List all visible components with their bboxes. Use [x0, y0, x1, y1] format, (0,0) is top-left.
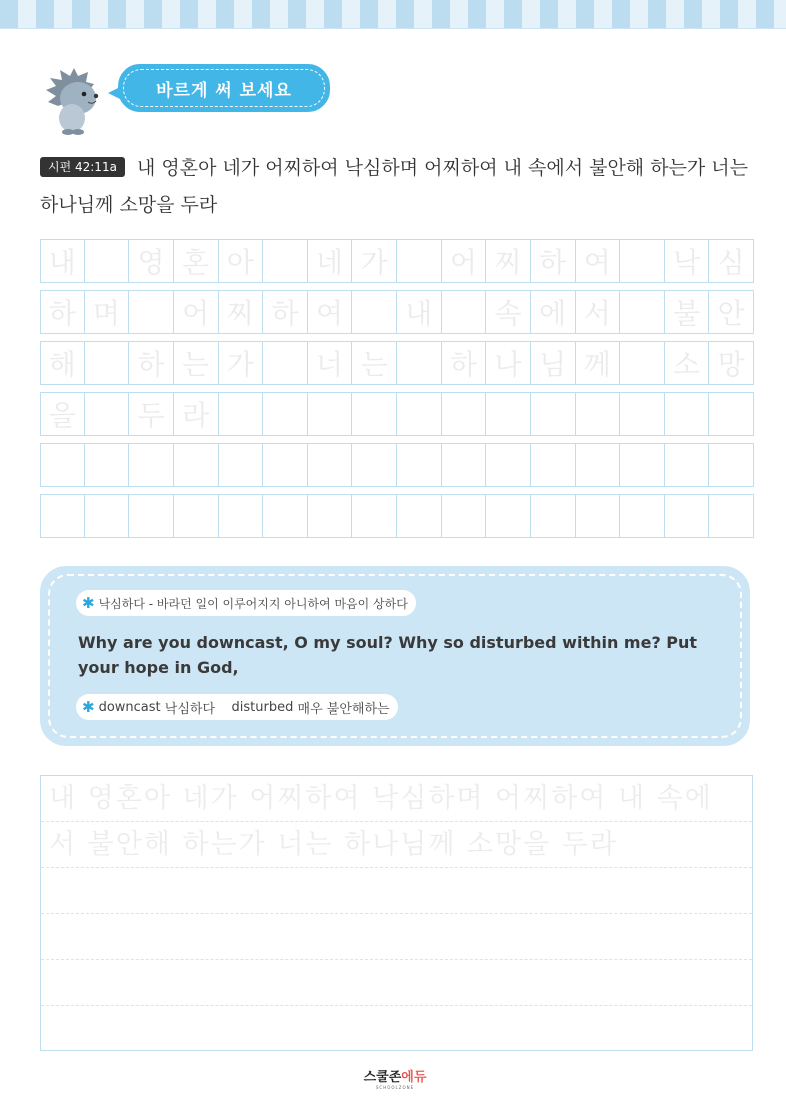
grid-cell: 어	[174, 290, 219, 334]
grid-cell	[531, 494, 576, 538]
grid-cell	[576, 494, 621, 538]
grid-cell: 아	[219, 239, 264, 283]
top-border	[0, 0, 786, 28]
grid-cell	[397, 494, 442, 538]
grid-cell	[352, 290, 397, 334]
grid-cell	[263, 392, 308, 436]
asterisk-icon: ✱	[82, 594, 95, 612]
bubble-title: 바르게 써 보세요	[123, 69, 325, 107]
grid-cell	[129, 494, 174, 538]
grid-cell	[709, 392, 754, 436]
grid-cell	[709, 494, 754, 538]
grid-cell: 안	[709, 290, 754, 334]
grid-cell	[352, 443, 397, 487]
grid-cell	[308, 494, 353, 538]
grid-row	[40, 239, 754, 283]
grid-cell	[576, 443, 621, 487]
grid-cell	[174, 443, 219, 487]
english-verse: Why are you downcast, O my soul? Why so disturbed within me? Put your hope in God,	[78, 633, 698, 677]
grid-cell	[263, 341, 308, 385]
grid-cell: 내	[397, 290, 442, 334]
grid-cell	[85, 392, 130, 436]
grid-cell: 영	[129, 239, 174, 283]
grid-cell: 네	[308, 239, 353, 283]
grid-cell	[397, 392, 442, 436]
grid-cell	[620, 392, 665, 436]
grid-cell: 어	[442, 239, 487, 283]
grid-cell	[442, 443, 487, 487]
definition-pill	[76, 590, 416, 616]
grid-row	[40, 341, 754, 385]
grid-cell	[129, 443, 174, 487]
grid-cell: 하	[442, 341, 487, 385]
grid-cell: 하	[263, 290, 308, 334]
writing-line	[41, 868, 752, 914]
grid-cell	[486, 494, 531, 538]
verse-reference-badge: 시편 42:11a	[40, 157, 125, 177]
grid-cell	[620, 443, 665, 487]
grid-cell	[665, 494, 710, 538]
grid-cell	[85, 341, 130, 385]
writing-line	[41, 960, 752, 1006]
grid-cell	[308, 443, 353, 487]
asterisk-icon: ✱	[82, 698, 95, 716]
grid-cell: 망	[709, 341, 754, 385]
grid-cell	[40, 443, 85, 487]
logo-subtext: SCHOOLZONE	[375, 1085, 415, 1090]
grid-row	[40, 494, 754, 538]
grid-cell: 내	[40, 239, 85, 283]
grid-cell: 에	[531, 290, 576, 334]
grid-cell	[263, 443, 308, 487]
grid-cell	[709, 443, 754, 487]
grid-cell	[85, 443, 130, 487]
grid-cell	[308, 392, 353, 436]
grid-cell: 두	[129, 392, 174, 436]
grid-cell: 속	[486, 290, 531, 334]
grid-cell: 불	[665, 290, 710, 334]
grid-cell: 라	[174, 392, 219, 436]
grid-cell: 여	[576, 239, 621, 283]
grid-cell: 나	[486, 341, 531, 385]
grid-cell	[665, 443, 710, 487]
grid-cell: 며	[85, 290, 130, 334]
grid-cell: 너	[308, 341, 353, 385]
grid-cell	[219, 392, 264, 436]
grid-cell	[397, 239, 442, 283]
grid-cell: 하	[531, 239, 576, 283]
grid-cell	[531, 443, 576, 487]
grid-cell	[665, 392, 710, 436]
title-bubble	[118, 64, 330, 112]
grid-cell	[85, 239, 130, 283]
grid-cell	[620, 341, 665, 385]
grid-cell: 소	[665, 341, 710, 385]
word-disturbed: disturbed	[231, 699, 294, 715]
grid-cell	[620, 239, 665, 283]
grid-cell: 을	[40, 392, 85, 436]
word-downcast-meaning: 낙심하다	[164, 701, 216, 717]
grid-cell	[129, 290, 174, 334]
grid-cell: 여	[308, 290, 353, 334]
grid-cell	[219, 443, 264, 487]
grid-row	[40, 443, 754, 487]
word-list-pill	[76, 694, 398, 720]
grid-cell: 가	[219, 341, 264, 385]
grid-cell	[442, 392, 487, 436]
writing-line: 내 영혼아 네가 어찌하여 낙심하며 어찌하여 내 속에	[41, 776, 752, 822]
grid-cell	[85, 494, 130, 538]
hedgehog-mascot-icon	[44, 66, 104, 136]
writing-line	[41, 914, 752, 960]
grid-cell	[442, 290, 487, 334]
grid-cell	[174, 494, 219, 538]
grid-cell: 는	[174, 341, 219, 385]
definition-text: 낙심하다 - 바라던 일이 이루어지지 아니하여 마음이 상하다	[98, 596, 408, 611]
grid-cell	[397, 341, 442, 385]
grid-cell: 하	[40, 290, 85, 334]
grid-cell: 님	[531, 341, 576, 385]
grid-cell: 낙	[665, 239, 710, 283]
grid-cell	[620, 290, 665, 334]
grid-cell	[397, 443, 442, 487]
grid-row	[40, 392, 754, 436]
writing-grid	[40, 239, 754, 545]
grid-cell: 가	[352, 239, 397, 283]
grid-cell	[486, 392, 531, 436]
grid-row	[40, 290, 754, 334]
grid-cell	[576, 392, 621, 436]
word-disturbed-meaning: 매우 불안해하는	[297, 701, 390, 717]
grid-cell	[263, 494, 308, 538]
logo-wordmark: 스쿨존에듀	[363, 1070, 427, 1085]
verse-block	[40, 150, 756, 224]
grid-cell: 해	[40, 341, 85, 385]
grid-cell	[486, 443, 531, 487]
grid-cell: 혼	[174, 239, 219, 283]
grid-cell	[263, 239, 308, 283]
writing-line	[41, 1006, 752, 1052]
writing-line: 서 불안해 하는가 너는 하나님께 소망을 두라	[41, 822, 752, 868]
grid-cell	[442, 494, 487, 538]
grid-cell: 심	[709, 239, 754, 283]
grid-cell	[531, 392, 576, 436]
grid-cell: 찌	[486, 239, 531, 283]
grid-cell: 는	[352, 341, 397, 385]
grid-cell	[40, 494, 85, 538]
grid-cell	[352, 392, 397, 436]
grid-cell	[352, 494, 397, 538]
vocabulary-panel	[40, 566, 750, 746]
word-downcast: downcast	[98, 699, 161, 715]
handwriting-lines	[40, 775, 753, 1051]
grid-cell	[219, 494, 264, 538]
verse-text: 내 영혼아 네가 어찌하여 낙심하며 어찌하여 내 속에서 불안해 하는가 너는 하나님께 소망을 두라	[40, 157, 749, 216]
grid-cell: 하	[129, 341, 174, 385]
grid-cell	[620, 494, 665, 538]
schoolzone-logo	[360, 1066, 430, 1090]
grid-cell: 께	[576, 341, 621, 385]
grid-cell: 서	[576, 290, 621, 334]
grid-cell: 찌	[219, 290, 264, 334]
